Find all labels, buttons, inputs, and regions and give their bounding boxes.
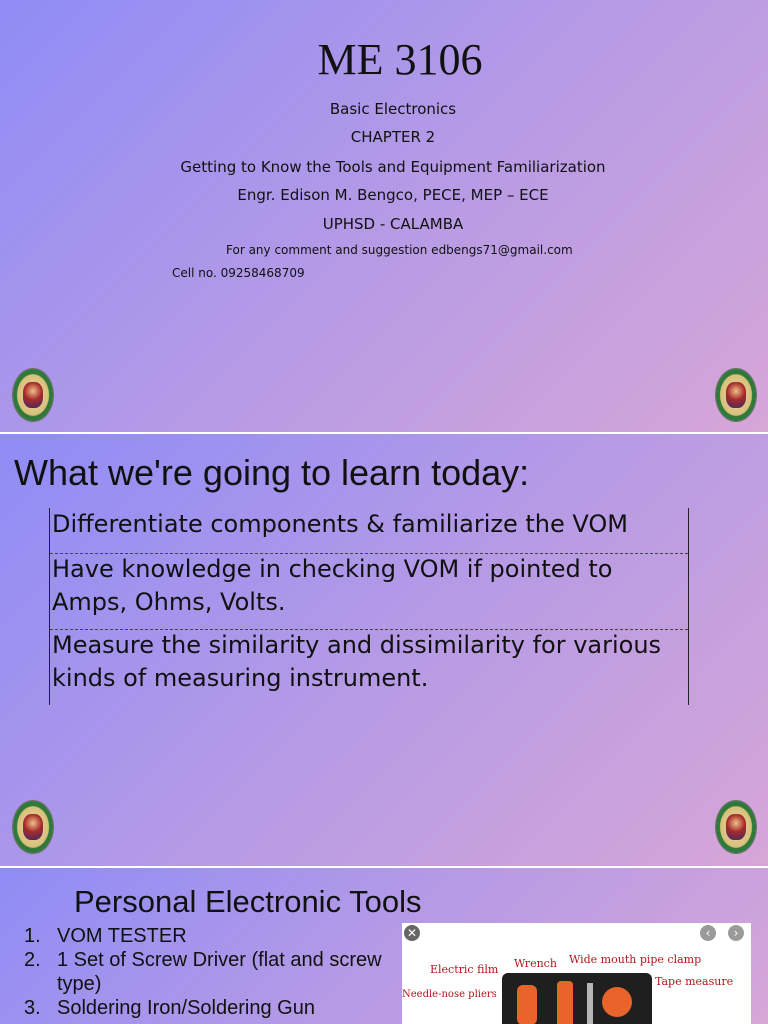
list-item: 2. 1 Set of Screw Driver (flat and screw type) <box>24 949 382 995</box>
chevron-right-icon[interactable]: › <box>728 925 744 941</box>
tools-list <box>24 924 384 1020</box>
objective-item: Differentiate components & familiarize the VOM <box>52 510 628 538</box>
tools-title: Personal Electronic Tools <box>74 884 422 919</box>
school-seal-icon <box>715 800 757 854</box>
chapter-label: CHAPTER 2 <box>350 128 436 146</box>
tool-shape <box>587 983 593 1024</box>
photo-label: Needle-nose pliers <box>402 989 497 1000</box>
objective-item: Measure the similarity and dissimilarity for various kinds of measuring instrument. <box>52 631 662 692</box>
tool-shape <box>602 987 632 1017</box>
chevron-left-icon[interactable]: ‹ <box>700 925 716 941</box>
list-item: 1. VOM TESTER <box>24 925 187 947</box>
tool-shape <box>557 981 573 1024</box>
objectives-title: What we're going to learn today: <box>14 452 530 493</box>
author-name: Engr. Edison M. Bengco, PECE, MEP – ECE <box>237 186 549 204</box>
photo-label: Wide mouth pipe clamp <box>569 953 702 966</box>
school-seal-icon <box>715 368 757 422</box>
objective-item: Have knowledge in checking VOM if pointed to Amps, Ohms, Volts. <box>52 555 613 616</box>
chapter-topic: Getting to Know the Tools and Equipment Familiarization <box>180 158 606 176</box>
school-seal-icon <box>12 368 54 422</box>
close-icon[interactable]: ✕ <box>404 925 420 941</box>
slide-objectives <box>0 434 768 866</box>
photo-label: Wrench <box>514 957 557 970</box>
course-code: ME 3106 <box>317 35 483 84</box>
cell-number: Cell no. 09258468709 <box>172 266 305 280</box>
course-name: Basic Electronics <box>329 100 457 118</box>
objectives-table <box>49 508 689 705</box>
school-name: UPHSD - CALAMBA <box>322 215 464 233</box>
contact-email: For any comment and suggestion edbengs71@gmail.com <box>226 243 573 257</box>
photo-label: Tape measure <box>655 975 734 988</box>
tool-shape <box>517 985 537 1024</box>
toolkit-photo <box>402 923 751 1024</box>
school-seal-icon <box>12 800 54 854</box>
photo-label: Electric film <box>430 963 499 976</box>
list-item: 3. Soldering Iron/Soldering Gun <box>24 997 315 1019</box>
slide-title <box>0 0 768 432</box>
slide-tools <box>0 868 768 1024</box>
